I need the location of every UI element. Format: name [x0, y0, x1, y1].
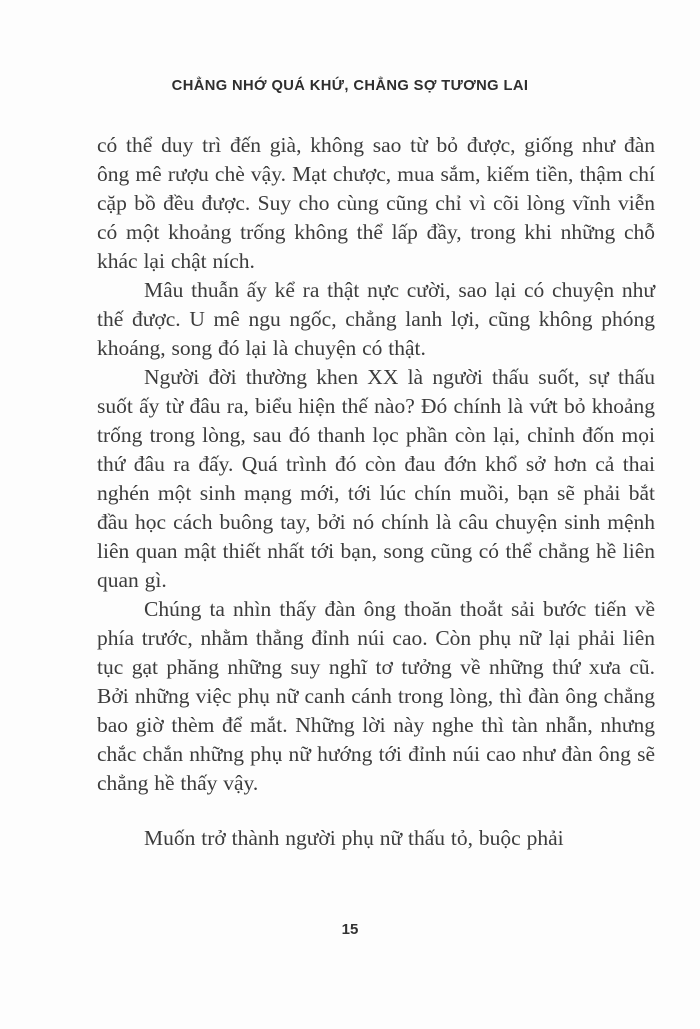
paragraph: Mâu thuẫn ấy kể ra thật nực cười, sao lại có chuyện như thế được. U mê ngu ngốc, chẳng lanh lợi, cũng không phóng khoáng, song đó lại là chuyện có thật. — [97, 278, 655, 360]
paragraph: có thể duy trì đến già, không sao từ bỏ được, giống như đàn ông mê rượu chè vậy. Mạt chược, mua sắm, kiếm tiền, thậm chí cặp bồ đều được. Suy cho cùng cũng chỉ vì cõi lòng vĩnh viễn có một khoảng trống không thể lấp đầy, trong khi những chỗ khác lại chật ních. — [97, 133, 655, 273]
paragraph: Người đời thường khen XX là người thấu suốt, sự thấu suốt ấy từ đâu ra, biểu hiện thế nào? Đó chính là vứt bỏ khoảng trống trong lòng, sau đó thanh lọc phần còn lại, chỉnh đốn mọi thứ đâu ra đấy. Quá trình đó còn đau đớn khổ sở hơn cả thai nghén một sinh mạng mới, tới lúc chín muồi, bạn sẽ phải bắt đầu học cách buông tay, bởi nó chính là câu chuyện sinh mệnh liên quan mật thiết nhất tới bạn, song cũng có thể chẳng hề liên quan gì. — [97, 365, 655, 592]
running-header: CHẲNG NHỚ QUÁ KHỨ, CHẲNG SỢ TƯƠNG LAI — [171, 77, 529, 94]
page-number: 15 — [341, 921, 359, 938]
paragraph: Muốn trở thành người phụ nữ thấu tỏ, buộc phải — [144, 826, 564, 850]
paragraph: Chúng ta nhìn thấy đàn ông thoăn thoắt sải bước tiến về phía trước, nhằm thẳng đỉnh núi cao. Còn phụ nữ lại phải liên tục gạt phăng những suy nghĩ tơ tưởng về những thứ xưa cũ. Bởi những việc phụ nữ canh cánh trong lòng, thì đàn ông chẳng bao giờ thèm để mắt. Những lời này nghe thì tàn nhẫn, nhưng chắc chắn những phụ nữ hướng tới đỉnh núi cao như đàn ông sẽ chẳng hề thấy vậy. — [97, 597, 655, 795]
page-body — [97, 131, 655, 853]
